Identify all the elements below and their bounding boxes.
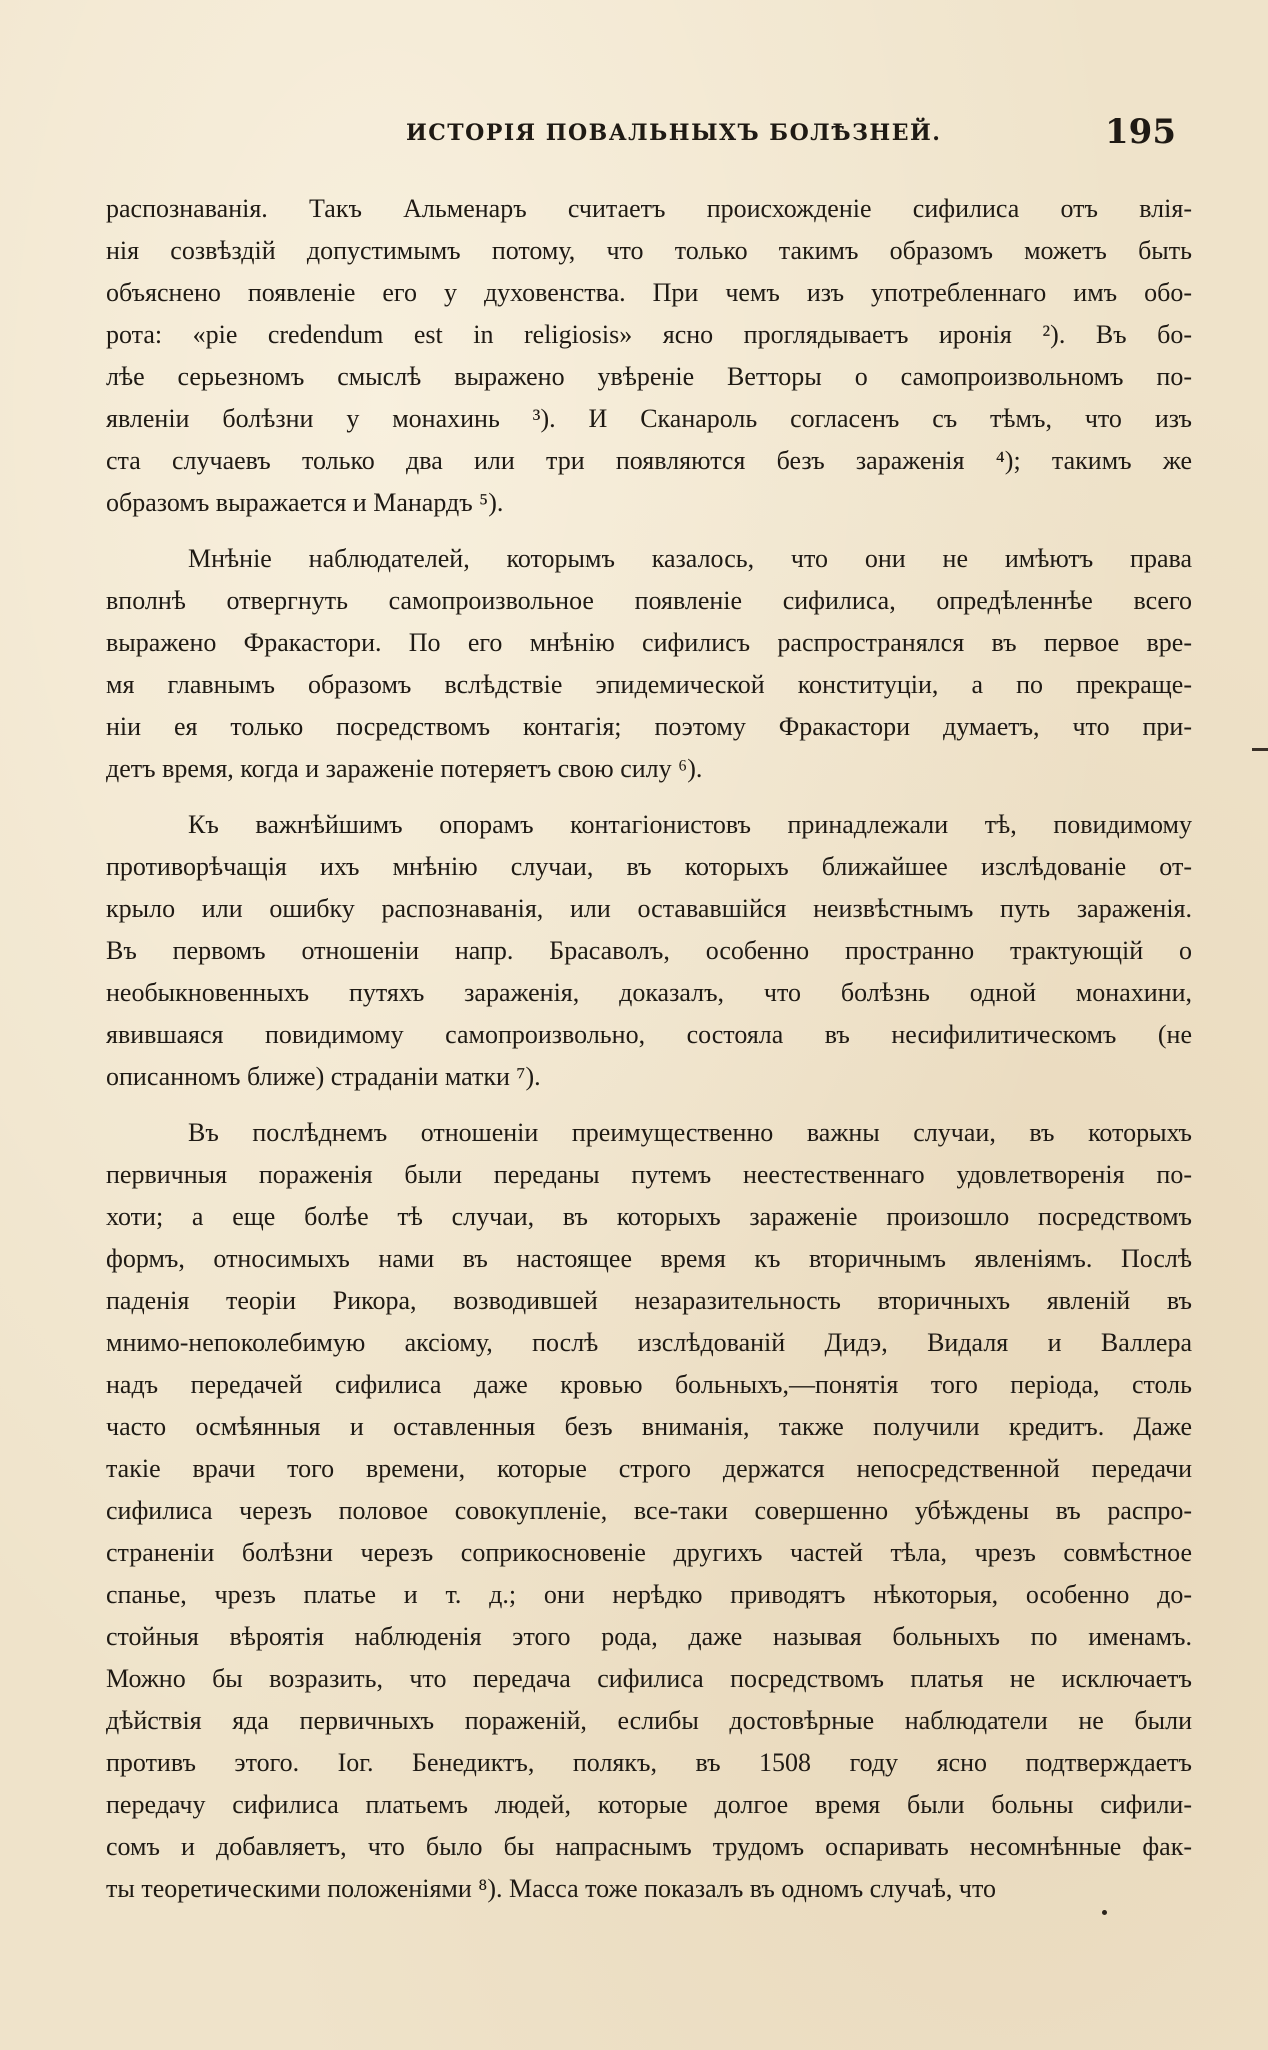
text-line: явленіи болѣзни у монахинь ³). И Сканароль согласенъ съ тѣмъ, что изъ [106, 404, 1192, 433]
page-number: 195 [1105, 112, 1176, 152]
text-line: формъ, относимыхъ нами въ настоящее время къ вторичнымъ явленіямъ. Послѣ [106, 1244, 1192, 1273]
text-line: противъ этого. Іог. Бенедиктъ, полякъ, въ 1508 году ясно подтверждаетъ [106, 1748, 1192, 1777]
ink-speck [1102, 1910, 1107, 1915]
paragraph [106, 538, 1192, 790]
paragraph [106, 1112, 1192, 1910]
text-line: сомъ и добавляетъ, что было бы напраснымъ трудомъ оспаривать несомнѣнные фак- [106, 1832, 1192, 1861]
text-line: Можно бы возразить, что передача сифилиса посредствомъ платья не исключаетъ [106, 1664, 1192, 1693]
text-line: Въ послѣднемъ отношеніи преимущественно важны случаи, въ которыхъ [188, 1118, 1192, 1147]
text-line: образомъ выражается и Манардъ ⁵). [106, 488, 504, 517]
edge-mark [1252, 748, 1268, 751]
paragraph [106, 188, 1192, 524]
text-line: такіе врачи того времени, которые строго держатся непосредственной передачи [106, 1454, 1192, 1483]
text-line: лѣе серьезномъ смыслѣ выражено увѣреніе Ветторы о самопроизвольномъ по- [106, 362, 1192, 391]
text-line: крыло или ошибку распознаванія, или остававшійся неизвѣстнымъ путь зараженія. [106, 894, 1192, 923]
text-line: хоти; а еще болѣе тѣ случаи, въ которыхъ зараженіе произошло посредствомъ [106, 1202, 1192, 1231]
text-line: надъ передачей сифилиса даже кровью больныхъ,—понятія того періода, столь [106, 1370, 1192, 1399]
text-line: выражено Фракастори. По его мнѣнію сифилисъ распространялся въ первое вре- [106, 628, 1192, 657]
text-line: паденія теоріи Рикора, возводившей незаразительность вторичныхъ явленій въ [106, 1286, 1192, 1315]
body-text [106, 188, 1192, 1924]
text-line: мя главнымъ образомъ вслѣдствіе эпидемической конституціи, а по прекраще- [106, 670, 1192, 699]
text-line: явившаяся повидимому самопроизвольно, состояла въ несифилитическомъ (не [106, 1020, 1192, 1049]
text-line: ніи ея только посредствомъ контагія; поэтому Фракастори думаетъ, что при- [106, 712, 1192, 741]
page-header [106, 112, 1176, 156]
text-line: первичныя пораженія были переданы путемъ неестественнаго удовлетворенія по- [106, 1160, 1192, 1189]
text-line: Мнѣніе наблюдателей, которымъ казалось, что они не имѣютъ права [188, 544, 1192, 573]
text-line: объяснено появленіе его у духовенства. При чемъ изъ употребленнаго имъ обо- [106, 278, 1192, 307]
text-line: страненіи болѣзни черезъ соприкосновеніе другихъ частей тѣла, чрезъ совмѣстное [106, 1538, 1192, 1567]
text-line: мнимо-непоколебимую аксіому, послѣ изслѣдованій Дидэ, Видаля и Валлера [106, 1328, 1192, 1357]
text-line: детъ время, когда и зараженіе потеряетъ свою силу ⁶). [106, 754, 703, 783]
text-line: необыкновенныхъ путяхъ зараженія, доказалъ, что болѣзнь одной монахини, [106, 978, 1192, 1007]
running-title: ИСТОРІЯ ПОВАЛЬНЫХЪ БОЛѢЗНЕЙ. [406, 120, 942, 146]
text-line: ста случаевъ только два или три появляются безъ зараженія ⁴); такимъ же [106, 446, 1192, 475]
text-line: дѣйствія яда первичныхъ пораженій, еслибы достовѣрные наблюдатели не были [106, 1706, 1192, 1735]
text-line: рота: «pie credendum est in religiosis» ясно проглядываетъ иронія ²). Въ бо- [106, 320, 1192, 349]
text-line: передачу сифилиса платьемъ людей, которые долгое время были больны сифили- [106, 1790, 1192, 1819]
text-line: вполнѣ отвергнуть самопроизвольное появленіе сифилиса, опредѣленнѣе всего [106, 586, 1192, 615]
text-line: противорѣчащія ихъ мнѣнію случаи, въ которыхъ ближайшее изслѣдованіе от- [106, 852, 1192, 881]
text-line: Къ важнѣйшимъ опорамъ контагіонистовъ принадлежали тѣ, повидимому [188, 810, 1192, 839]
text-line: стойныя вѣроятія наблюденія этого рода, даже называя больныхъ по именамъ. [106, 1622, 1192, 1651]
text-line: нія созвѣздій допустимымъ потому, что только такимъ образомъ можетъ быть [106, 236, 1192, 265]
text-line: часто осмѣянныя и оставленныя безъ вниманія, также получили кредитъ. Даже [106, 1412, 1192, 1441]
text-line: описанномъ ближе) страданіи матки ⁷). [106, 1062, 541, 1091]
text-line: распознаванія. Такъ Альменаръ считаетъ происхожденіе сифилиса отъ влія- [106, 194, 1192, 223]
text-line: Въ первомъ отношеніи напр. Брасаволъ, особенно пространно трактующій о [106, 936, 1192, 965]
text-line: сифилиса черезъ половое совокупленіе, все-таки совершенно убѣждены въ распро- [106, 1496, 1192, 1525]
paragraph [106, 804, 1192, 1098]
text-line: спанье, чрезъ платье и т. д.; они нерѣдко приводятъ нѣкоторыя, особенно до- [106, 1580, 1192, 1609]
text-line: ты теоретическими положеніями ⁸). Масса тоже показалъ въ одномъ случаѣ, что [106, 1874, 997, 1903]
